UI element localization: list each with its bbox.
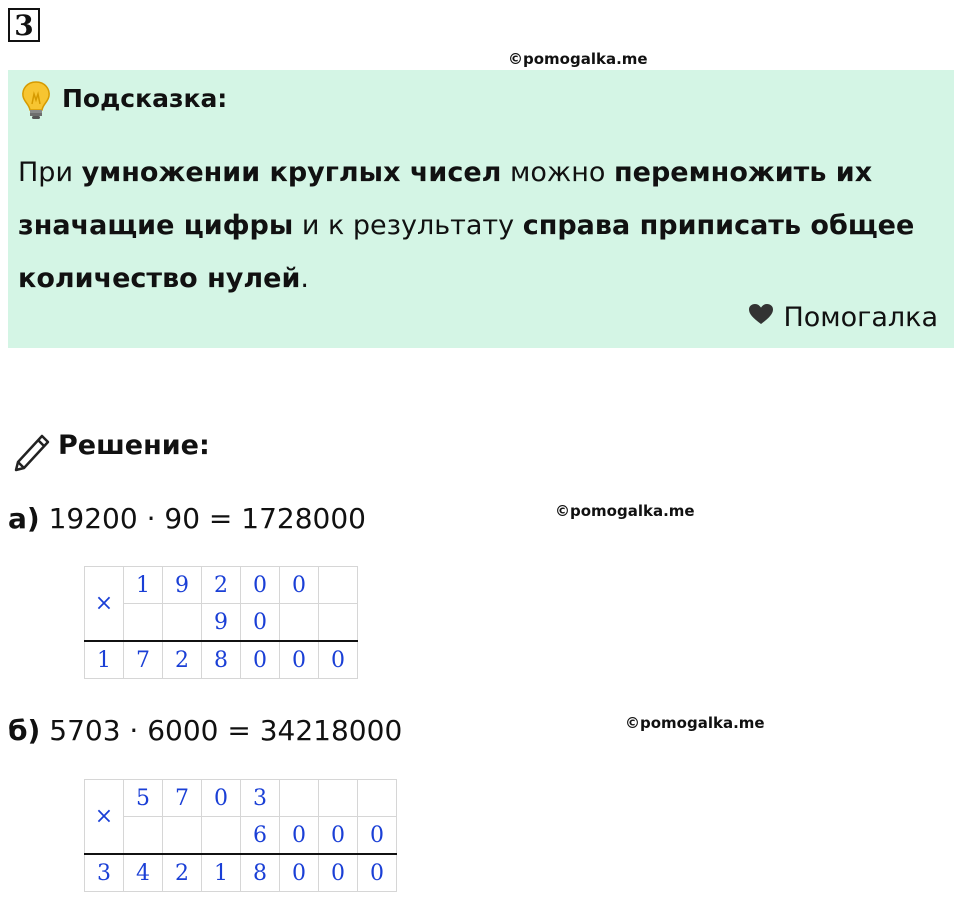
digit-cell: 8: [241, 854, 280, 892]
heart-icon: [747, 302, 775, 333]
watermark: ©pomogalka.me: [625, 714, 765, 732]
digit-cell: 0: [358, 817, 397, 855]
digit-cell: 2: [163, 854, 202, 892]
digit-cell: 0: [319, 641, 358, 679]
lightbulb-icon: [20, 80, 52, 124]
digit-cell: 7: [124, 641, 163, 679]
multiplication-table-b: [84, 779, 397, 892]
multiply-sign: ×: [85, 780, 124, 855]
digit-cell: 0: [280, 567, 319, 604]
task-number: 3: [8, 8, 40, 42]
digit-cell: 0: [241, 604, 280, 642]
digit-cell: [124, 817, 163, 855]
digit-cell: 5: [124, 780, 163, 817]
digit-cell: 8: [202, 641, 241, 679]
equation-b: б) 5703 · 6000 = 34218000: [8, 714, 403, 747]
digit-cell: 9: [202, 604, 241, 642]
digit-cell: [319, 780, 358, 817]
digit-cell: 0: [202, 780, 241, 817]
watermark: ©pomogalka.me: [555, 502, 695, 520]
digit-cell: 1: [124, 567, 163, 604]
digit-cell: 2: [163, 641, 202, 679]
digit-cell: 3: [241, 780, 280, 817]
digit-cell: 9: [163, 567, 202, 604]
digit-cell: 6: [241, 817, 280, 855]
multiply-sign: ×: [85, 567, 124, 642]
digit-cell: 7: [163, 780, 202, 817]
signature-text: Помогалка: [783, 302, 938, 333]
pencil-icon: [10, 428, 54, 476]
digit-cell: 0: [319, 817, 358, 855]
digit-cell: 0: [280, 641, 319, 679]
digit-cell: [280, 780, 319, 817]
digit-cell: 0: [358, 854, 397, 892]
digit-cell: 2: [202, 567, 241, 604]
digit-cell: 0: [280, 817, 319, 855]
hint-title: Подсказка:: [62, 84, 228, 113]
hint-text: При умножении круглых чисел можно перемножить их значащие цифры и к результату справа приписать общее количество нулей.: [18, 157, 915, 294]
solution-title: Решение:: [58, 430, 210, 461]
digit-cell: 4: [124, 854, 163, 892]
multiplication-table-a: [84, 566, 358, 679]
digit-cell: 0: [319, 854, 358, 892]
digit-cell: [319, 567, 358, 604]
digit-cell: 0: [241, 641, 280, 679]
watermark: ©pomogalka.me: [508, 50, 648, 68]
digit-cell: [163, 817, 202, 855]
digit-cell: 0: [280, 854, 319, 892]
digit-cell: 3: [85, 854, 124, 892]
signature: [747, 302, 938, 333]
equation-a: а) 19200 · 90 = 1728000: [8, 502, 366, 535]
digit-cell: [202, 817, 241, 855]
digit-cell: [124, 604, 163, 642]
digit-cell: [319, 604, 358, 642]
digit-cell: [358, 780, 397, 817]
digit-cell: 0: [241, 567, 280, 604]
digit-cell: [163, 604, 202, 642]
digit-cell: 1: [202, 854, 241, 892]
digit-cell: [280, 604, 319, 642]
digit-cell: 1: [85, 641, 124, 679]
